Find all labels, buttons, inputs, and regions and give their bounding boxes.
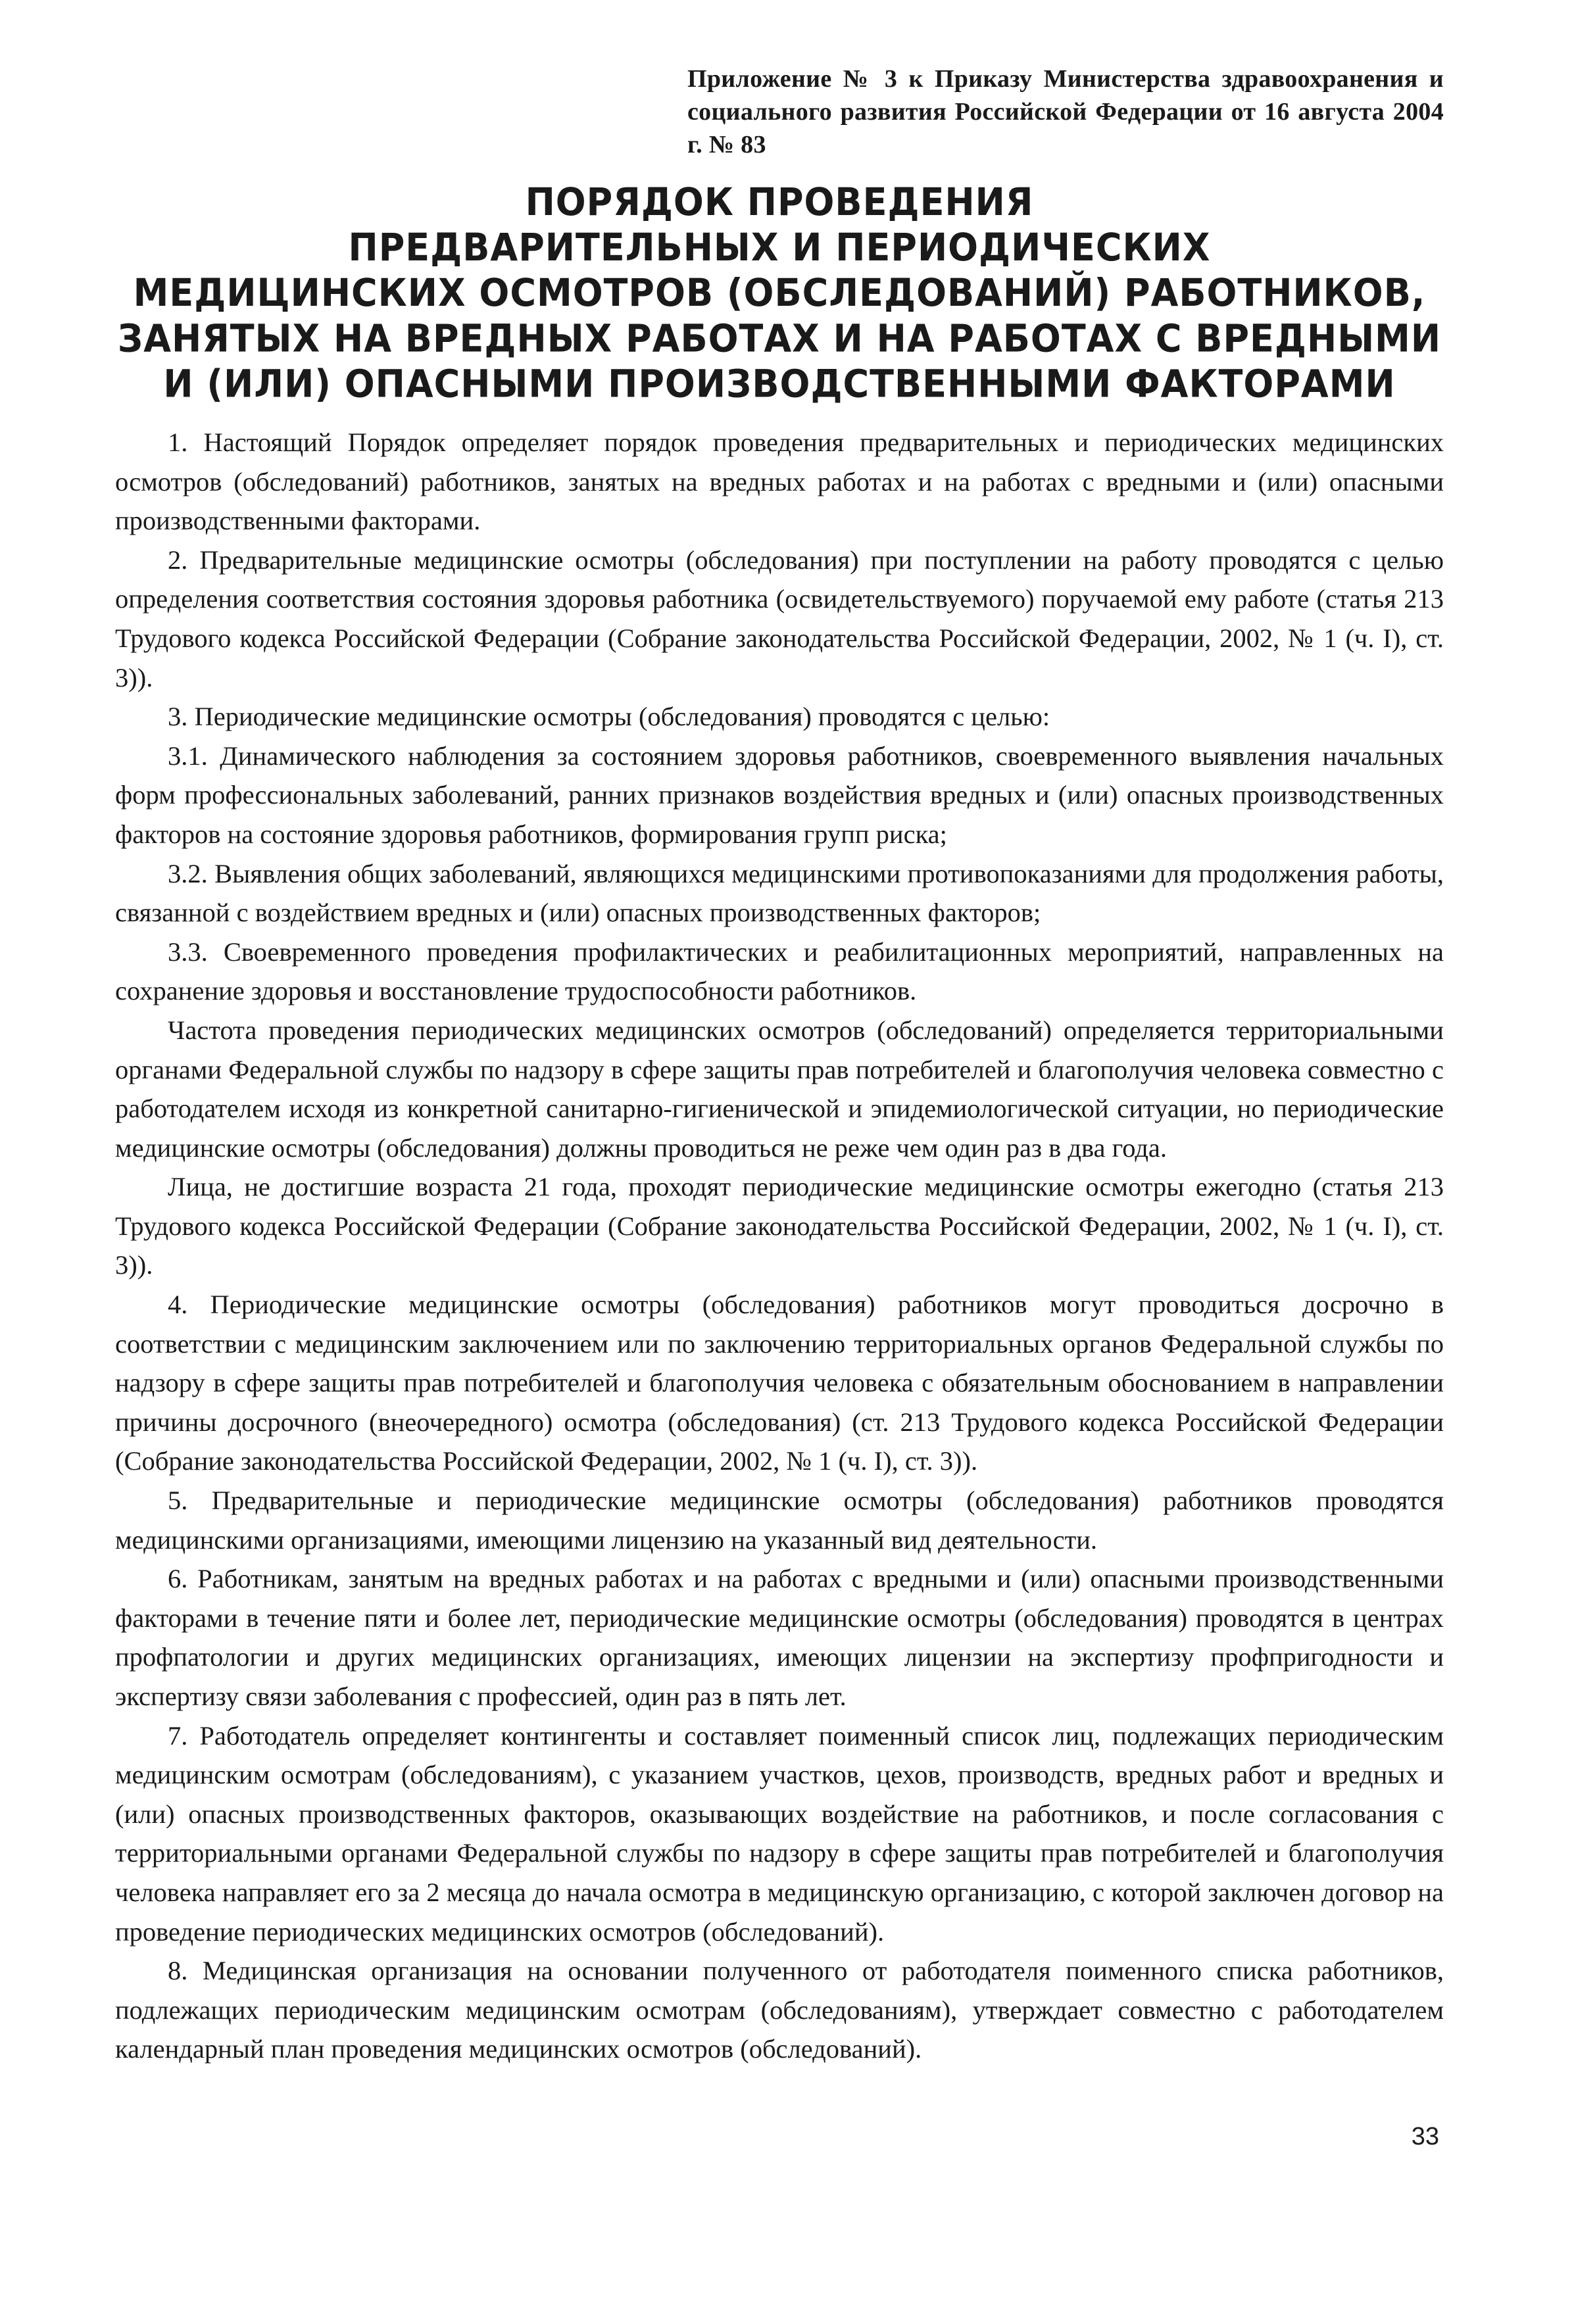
page-number: 33 [1411, 2123, 1439, 2150]
paragraph-2: 2. Предварительные медицинские осмотры (обследования) при поступлении на работу проводятся с целью определения соответствия состояния здоровья работника (освидетельствуемого) поручаемой ему работе (статья 213 Трудового кодекса Российской Федерации (Собрание законодательства Российской Федерации, 2002, № 1 (ч. I), ст. 3)). [115, 545, 1444, 692]
paragraph-3-1: 3.1. Динамического наблюдения за состоянием здоровья работников, своевременного выявления начальных форм профессиональных заболеваний, ранних признаков воздействия вредных и (или) опасных производственных факторов на состояние здоровья работников, формирования групп риска; [115, 740, 1444, 849]
paragraph-minors: Лица, не достигшие возраста 21 года, проходят периодические медицинские осмотры ежегодно (статья 213 Трудового кодекса Российской Федерации (Собрание законодательства Российской Федерации, 2002, № 1 (ч. I), ст. 3)). [115, 1172, 1444, 1280]
paragraph-3-3: 3.3. Своевременного проведения профилактических и реабилитационных мероприятий, направленных на сохранение здоровья и восстановление трудоспособности работников. [115, 936, 1444, 1006]
document-body [115, 423, 1444, 2069]
paragraph-7: 7. Работодатель определяет контингенты и составляет поименный список лиц, подлежащих периодическим медицинским осмотрам (обследованиям), с указанием участков, цехов, производств, вредных работ и вредных и (или) опасных производственных факторов, оказывающих воздействие на работников, и после согласования с территориальными органами Федеральной службы по надзору в сфере защиты прав потребителей и благополучия человека направляет его за 2 месяца до начала осмотра в медицинскую организацию, с которой заключен договор на проведение периодических медицинских осмотров (обследований). [115, 1720, 1444, 1947]
page-title [115, 180, 1444, 407]
paragraph-8: 8. Медицинская организация на основании полученного от работодателя поименного списка работников, подлежащих периодическим медицинским осмотрам (обследованиям), утверждает совместно с работодателем календарный план проведения медицинских осмотров (обследований). [115, 1956, 1444, 2064]
paragraph-6: 6. Работникам, занятым на вредных работах и на работах с вредными и (или) опасными производственными факторами в течение пяти и более лет, периодические медицинские осмотры (обследования) проводятся в центрах профпатологии и других медицинских организациях, имеющих лицензии на экспертизу профпригодности и экспертизу связи заболевания с профессией, один раз в пять лет. [115, 1564, 1444, 1711]
paragraph-3: 3. Периодические медицинские осмотры (обследования) проводятся с целью: [168, 702, 1050, 732]
paragraph-5: 5. Предварительные и периодические медицинские осмотры (обследования) работников проводятся медицинскими организациями, имеющими лицензию на указанный вид деятельности. [115, 1486, 1444, 1555]
document-page [115, 62, 1444, 2069]
paragraph-3-2: 3.2. Выявления общих заболеваний, являющихся медицинскими противопоказаниями для продолжения работы, связанной с воздействием вредных и (или) опасных производственных факторов; [115, 858, 1444, 928]
title-line: ПРЕДВАРИТЕЛЬНЫХ И ПЕРИОДИЧЕСКИХ [348, 225, 1211, 270]
title-line: И (ИЛИ) ОПАСНЫМИ ПРОИЗВОДСТВЕННЫМИ ФАКТОРАМИ [163, 361, 1396, 406]
title-line: ЗАНЯТЫХ НА ВРЕДНЫХ РАБОТАХ И НА РАБОТАХ С ВРЕДНЫМИ [117, 316, 1442, 361]
paragraph-4: 4. Периодические медицинские осмотры (обследования) работников могут проводиться досрочно в соответствии с медицинским заключением или по заключению территориальных органов Федеральной службы по надзору в сфере защиты прав потребителей и благополучия человека с обязательным обоснованием в направлении причины досрочного (внеочередного) осмотра (обследования) (ст. 213 Трудового кодекса Российской Федерации (Собрание законодательства Российской Федерации, 2002, № 1 (ч. I), ст. 3)). [115, 1290, 1444, 1476]
title-line: ПОРЯДОК ПРОВЕДЕНИЯ [525, 180, 1034, 225]
header-note: Приложение № 3 к Приказу Министерства здравоохранения и социального развития Российской Федерации от 16 августа 2004 г. № 83 [687, 65, 1444, 158]
title-line: МЕДИЦИНСКИХ ОСМОТРОВ (ОБСЛЕДОВАНИЙ) РАБОТНИКОВ, [133, 270, 1426, 316]
paragraph-1: 1. Настоящий Порядок определяет порядок проведения предварительных и периодических медицинских осмотров (обследований) работников, занятых на вредных работах и на работах с вредными и (или) опасными производственными факторами. [115, 427, 1444, 536]
paragraph-frequency: Частота проведения периодических медицинских осмотров (обследований) определяется территориальными органами Федеральной службы по надзору в сфере защиты прав потребителей и благополучия человека совместно с работодателем исходя из конкретной санитарно-гигиенической и эпидемиологической ситуации, но периодические медицинские осмотры (обследования) должны проводиться не реже чем один раз в два года. [115, 1015, 1444, 1163]
